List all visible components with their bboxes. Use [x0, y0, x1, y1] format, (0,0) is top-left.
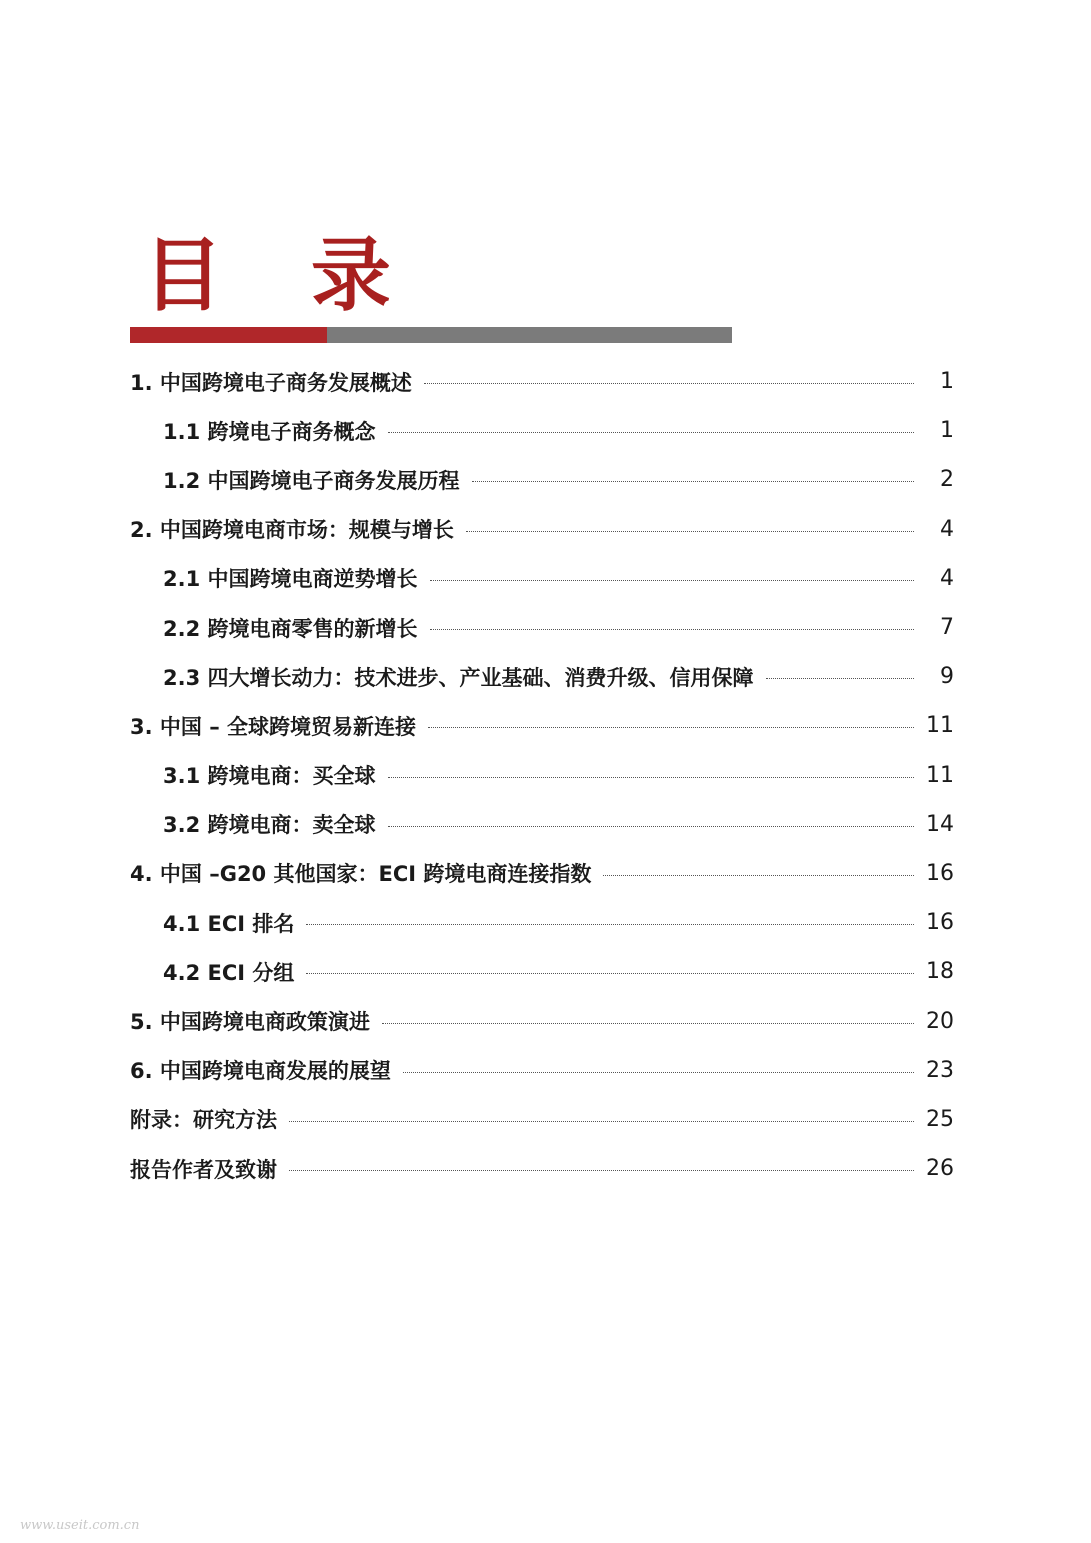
- toc-dot-leader: [472, 481, 914, 482]
- title-underline-bar: [130, 327, 732, 343]
- toc-entry[interactable]: [130, 455, 954, 504]
- toc-entry-title: 4. 中国 –G20 其他国家：ECI 跨境电商连接指数: [130, 862, 592, 887]
- site-watermark: www.useit.com.cn: [20, 1518, 140, 1533]
- toc-entry-title: 1. 中国跨境电子商务发展概述: [130, 370, 412, 395]
- toc-page-number: 14: [926, 811, 954, 837]
- toc-entry[interactable]: [130, 652, 954, 701]
- toc-page-number: 11: [926, 713, 954, 739]
- title-bar-red-segment: [130, 327, 327, 343]
- toc-page-number: 23: [926, 1057, 954, 1083]
- toc-entry[interactable]: [130, 947, 954, 996]
- toc-page-number: 7: [940, 615, 954, 641]
- toc-entry[interactable]: [130, 701, 954, 750]
- toc-dot-leader: [388, 826, 914, 827]
- toc-entry[interactable]: [130, 1144, 954, 1193]
- toc-entry[interactable]: [130, 1095, 954, 1144]
- toc-entry[interactable]: [130, 849, 954, 898]
- page-title: 目 录: [143, 229, 421, 322]
- toc-dot-leader: [388, 432, 914, 433]
- toc-entry-title: 1.2 中国跨境电子商务发展历程: [163, 468, 460, 493]
- toc-entry[interactable]: [130, 898, 954, 947]
- toc-entry-title: 2.2 跨境电商零售的新增长: [163, 616, 418, 641]
- toc-entry[interactable]: [130, 406, 954, 455]
- toc-dot-leader: [428, 727, 914, 728]
- toc-entry-title: 2.1 中国跨境电商逆势增长: [163, 567, 418, 592]
- toc-entry-title: 附录：研究方法: [130, 1108, 277, 1133]
- toc-entry-title: 3.2 跨境电商：卖全球: [163, 813, 376, 838]
- toc-entry[interactable]: [130, 554, 954, 603]
- toc-dot-leader: [403, 1072, 914, 1073]
- toc-entry-title: 报告作者及致谢: [130, 1157, 277, 1182]
- toc-page-number: 2: [940, 467, 954, 493]
- toc-entry-title: 4.2 ECI 分组: [163, 960, 295, 985]
- toc-entry-title: 6. 中国跨境电商发展的展望: [130, 1059, 391, 1084]
- toc-dot-leader: [766, 678, 914, 679]
- toc-entry-title: 1.1 跨境电子商务概念: [163, 419, 376, 444]
- title-bar-gray-segment: [327, 327, 732, 343]
- toc-entry[interactable]: [130, 505, 954, 554]
- toc-entry-title: 2.3 四大增长动力：技术进步、产业基础、消费升级、信用保障: [163, 665, 754, 690]
- toc-dot-leader: [430, 629, 914, 630]
- toc-entry-title: 4.1 ECI 排名: [163, 911, 295, 936]
- toc-dot-leader: [388, 777, 914, 778]
- toc-dot-leader: [603, 875, 914, 876]
- toc-page-number: 1: [940, 418, 954, 444]
- toc-entry[interactable]: [130, 603, 954, 652]
- toc-page-number: 9: [940, 664, 954, 690]
- toc-entry[interactable]: [130, 751, 954, 800]
- toc-dot-leader: [306, 924, 914, 925]
- toc-page-number: 11: [926, 762, 954, 788]
- toc-entry[interactable]: [130, 357, 954, 406]
- toc-dot-leader: [382, 1023, 914, 1024]
- table-of-contents: [130, 357, 954, 1193]
- toc-dot-leader: [289, 1121, 914, 1122]
- toc-entry[interactable]: [130, 1046, 954, 1095]
- toc-page-number: 18: [926, 959, 954, 985]
- toc-page-number: 16: [926, 910, 954, 936]
- toc-entry-title: 2. 中国跨境电商市场：规模与增长: [130, 518, 454, 543]
- toc-dot-leader: [430, 580, 914, 581]
- toc-dot-leader: [424, 383, 914, 384]
- toc-page-number: 1: [940, 369, 954, 395]
- toc-entry-title: 5. 中国跨境电商政策演进: [130, 1010, 370, 1035]
- toc-dot-leader: [306, 973, 914, 974]
- toc-entry[interactable]: [130, 996, 954, 1045]
- toc-page-number: 20: [926, 1008, 954, 1034]
- toc-page-number: 4: [940, 516, 954, 542]
- toc-page-number: 4: [940, 565, 954, 591]
- toc-dot-leader: [466, 531, 914, 532]
- toc-page-number: 26: [926, 1156, 954, 1182]
- toc-entry[interactable]: [130, 800, 954, 849]
- toc-entry-title: 3. 中国 – 全球跨境贸易新连接: [130, 714, 417, 739]
- toc-page-number: 16: [926, 860, 954, 886]
- toc-entry-title: 3.1 跨境电商：买全球: [163, 764, 376, 789]
- toc-page-number: 25: [926, 1106, 954, 1132]
- toc-dot-leader: [289, 1170, 914, 1171]
